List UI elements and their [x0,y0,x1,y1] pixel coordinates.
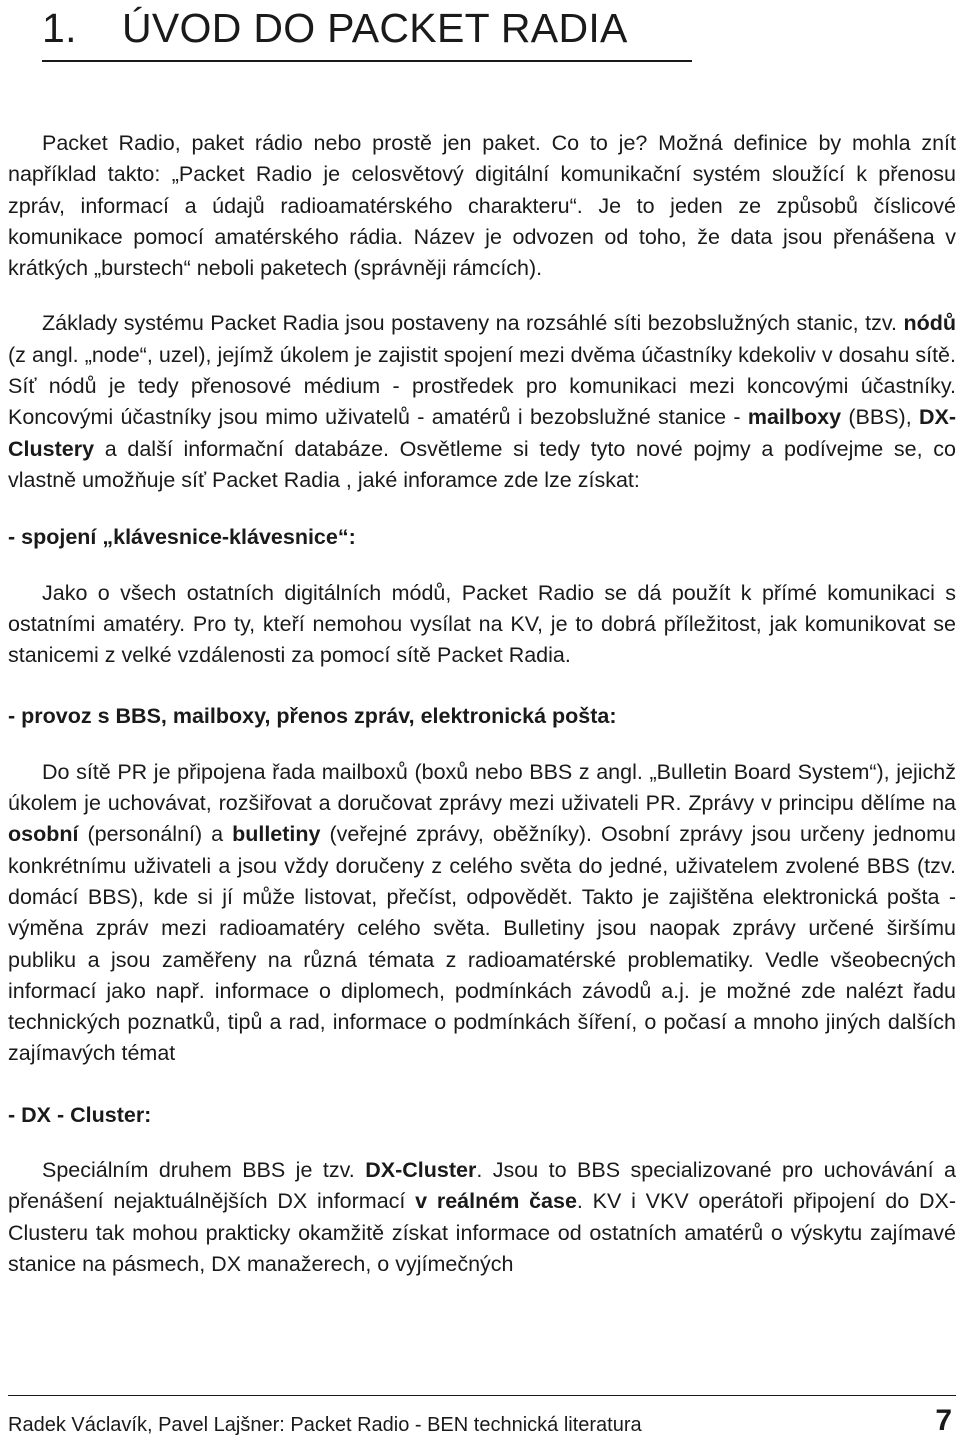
paragraph-network [8,308,956,496]
bold-term-nodu: nódů [903,311,956,336]
paragraph-intro [8,128,956,284]
paragraph-dx-cluster [8,1155,956,1280]
chapter-title-text: ÚVOD DO PACKET RADIA [122,5,628,51]
text-run: (personální) a [78,822,233,847]
text-run: (BBS), [841,405,919,430]
text-run: a další informační databáze. Osvětleme si tedy tyto nové pojmy a podívejme se, co vlastně umožňuje síť Packet Radia , jaké inforamce zde lze získat: [8,436,956,492]
text-run: (z angl. „node“, uzel), jejímž úkolem je zajistit spojení mezi dvěma účastníky kdekoliv v dosahu sítě. Síť nódů je tedy přenosové médium - prostředek pro komunikaci mezi koncovými účastníky. Koncovými účastníky jsou mimo uživatelů - amatérů i bezobslužné stanice - [8,342,956,430]
section-heading-dx-cluster: - DX - Cluster: [8,1102,152,1127]
paragraph-keyboard [8,578,956,672]
page-number: 7 [935,1404,952,1437]
title-underline [42,60,692,62]
paragraph-bbs [8,757,956,1070]
section-heading-bbs: - provoz s BBS, mailboxy, přenos zpráv, elektronická pošta: [8,704,617,729]
bold-term-mailboxy: mailboxy [747,405,842,430]
bold-term-osobni: osobní [8,822,79,847]
text-run: Speciálním druhem BBS je tzv. [42,1158,366,1183]
chapter-title [42,0,628,56]
bold-term-realtime: v reálném čase [415,1189,577,1214]
footer-citation: Radek Václavík, Pavel Lajšner: Packet Radio - BEN technická literatura [8,1414,642,1436]
text-run: Packet Radio, paket rádio nebo prostě jen paket. Co to je? Možná definice by mohla znít například takto: „Packet Radio je celosvětový digitální komunikační systém sloužící k přenosu zpráv, informací a údajů radioamatérského charakteru“. Je to jeden ze způsobů číslicové komunikace pomocí amatérského rádia. Název je odvozen od toho, že data jsou přenášena v krátkých „burstech“ neboli paketech (správněji rámcích). [8,131,956,281]
text-run: . Jsou to BBS specializované pro uchovávání a přenášení nejaktuálnějších DX informací [8,1158,956,1214]
chapter-number: 1. [42,5,77,51]
text-run: (veřejné zprávy, oběžníky). Osobní zprávy jsou určeny jednomu konkrétnímu uživateli a jsou vždy doručeny z celého světa do jedné, uživatelem zvolené BBS (tzv. domácí BBS), kde si jí může listovat, přečíst, odpovědět. Takto je zajištěna elektronická pošta - výměna zpráv mezi radioamatéry celého světa. Bulletiny jsou naopak zprávy určené širšímu publiku a jsou zaměřeny na různá témata z radioamatérské problematiky. Vedle všeobecných informací jako např. informace o diplomech, podmínkách závodů a.j. je možné zde nalézt řadu technických poznatků, tipů a rad, informace o podmínkách šíření, o počasí a mnoho jiných dalších zajímavých témat [8,822,956,1066]
section-heading-keyboard: - spojení „klávesnice-klávesnice“: [8,525,356,550]
text-run: . KV i VKV operátoři připojení do DX-Clusteru tak mohou prakticky okamžitě získat informace od ostatních amatérů o výskytu zajímavé stanice na pásmech, DX manažerech, o vyjímečných [8,1189,956,1276]
text-run: Jako o všech ostatních digitálních módů, Packet Radio se dá použít k přímé komunikaci s ostatními amatéry. Pro ty, kteří nemohou vysílat na KV, je to dobrá příležitost, jak komunikovat se stanicemi z velké vzdálenosti za pomocí sítě Packet Radia. [8,580,956,668]
body-text [8,128,956,1280]
bold-term-dx-clustery: DX-Clustery [8,405,956,461]
text-run: Základy systému Packet Radia jsou postaveny na rozsáhlé síti bezobslužných stanic, tzv. [42,311,904,336]
footer-divider [8,1395,956,1396]
bold-term-bulletiny: bulletiny [232,822,321,847]
bold-term-dx-cluster: DX-Cluster [365,1158,477,1183]
text-run: Do sítě PR je připojena řada mailboxů (boxů nebo BBS z angl. „Bulletin Board System“), jejichž úkolem je uchovávat, rozšiřovat a doručovat zprávy mezi uživateli PR. Zprávy v principu dělíme na [8,759,956,816]
